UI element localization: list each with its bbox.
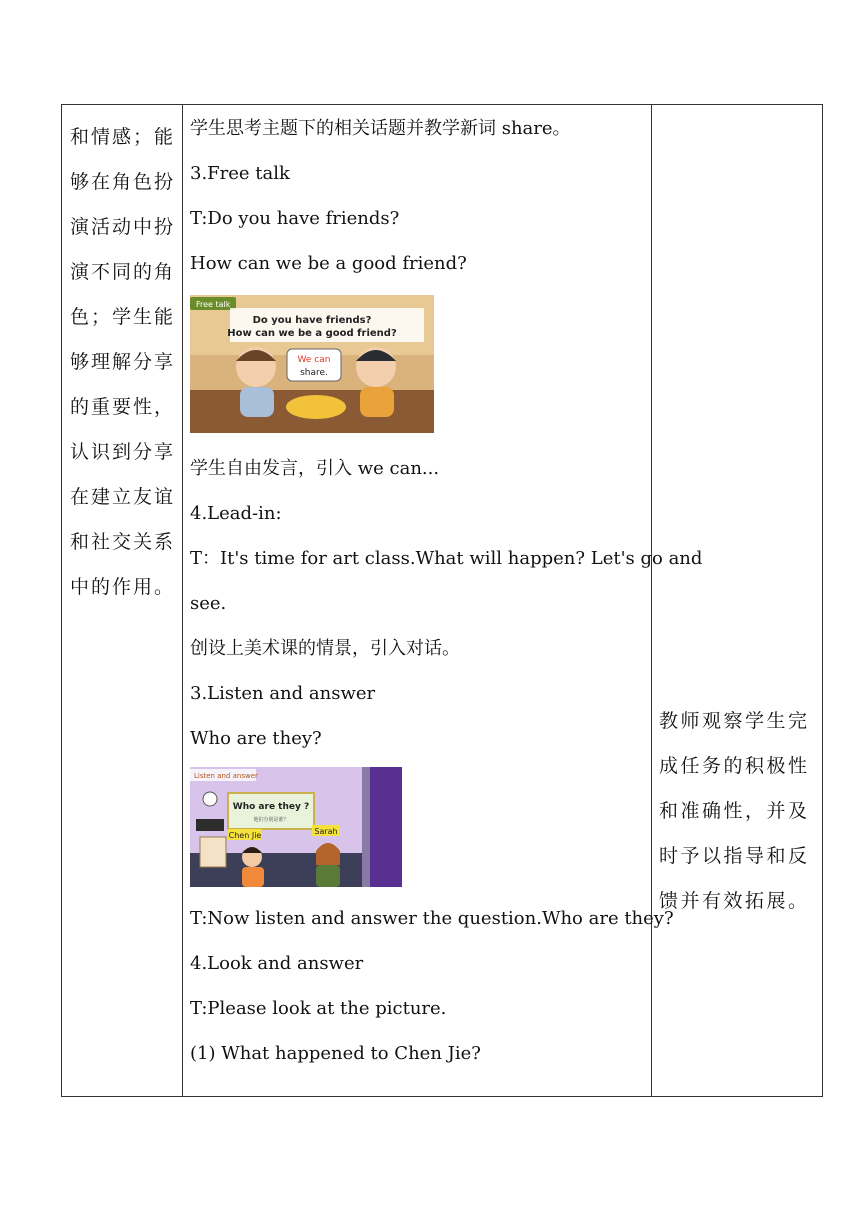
- procedure-line: How can we be a good friend?: [190, 253, 467, 274]
- procedure-line: 创设上美术课的情景，引入对话。: [190, 638, 460, 659]
- procedure-line: 学生思考主题下的相关话题并教学新词 share。: [190, 118, 571, 139]
- speech-bubble-line-2: share.: [300, 368, 328, 378]
- procedure-line: T:Please look at the picture.: [190, 998, 447, 1019]
- procedure-line: T：It's time for art class.What will happen? Let's go and: [190, 548, 703, 569]
- procedure-line: 3.Listen and answer: [190, 683, 376, 704]
- procedure-line: 3.Free talk: [190, 163, 290, 184]
- free-talk-tag: Free talk: [196, 300, 231, 309]
- procedure-line: 4.Lead-in:: [190, 503, 282, 524]
- name-tag-sarah: Sarah: [314, 827, 338, 836]
- assessment-text: 教师观察学生完成任务的积极性和准确性，并及时予以指导和反馈并有效拓展。: [659, 710, 810, 912]
- procedure-line: Who are they?: [190, 728, 322, 749]
- free-talk-question-2: How can we be a good friend?: [227, 328, 397, 339]
- free-talk-illustration: [190, 295, 434, 433]
- procedure-line: T:Do you have friends?: [190, 208, 400, 229]
- listen-answer-title: Who are they ?: [232, 802, 310, 812]
- procedure-line: T:Now listen and answer the question.Who are they?: [190, 908, 674, 929]
- objectives-text: 和情感；能够在角色扮演活动中扮演不同的角色；学生能够理解分享的重要性，认识到分享在建立友谊和社交关系中的作用。: [70, 126, 176, 598]
- listen-answer-subtitle: 他们分别是谁？: [253, 817, 289, 823]
- listen-answer-illustration: [190, 767, 402, 887]
- free-talk-question-1: Do you have friends?: [252, 315, 372, 326]
- lesson-plan-table: [61, 104, 823, 1097]
- listen-answer-picture: [190, 767, 402, 887]
- procedure-line: see.: [190, 593, 227, 614]
- procedure-cell: [182, 105, 703, 1096]
- procedure-line: (1) What happened to Chen Jie?: [190, 1043, 481, 1064]
- procedure-line: 4.Look and answer: [190, 953, 364, 974]
- procedure-line: 学生自由发言，引入 we can...: [190, 458, 440, 479]
- objectives-cell: [62, 105, 183, 1096]
- free-talk-picture: [190, 295, 434, 433]
- name-tag-chen-jie: Chen Jie: [228, 831, 262, 840]
- listen-answer-tag: Listen and answer: [194, 772, 258, 780]
- assessment-cell: [651, 105, 822, 1096]
- speech-bubble-line-1: We can: [297, 355, 331, 365]
